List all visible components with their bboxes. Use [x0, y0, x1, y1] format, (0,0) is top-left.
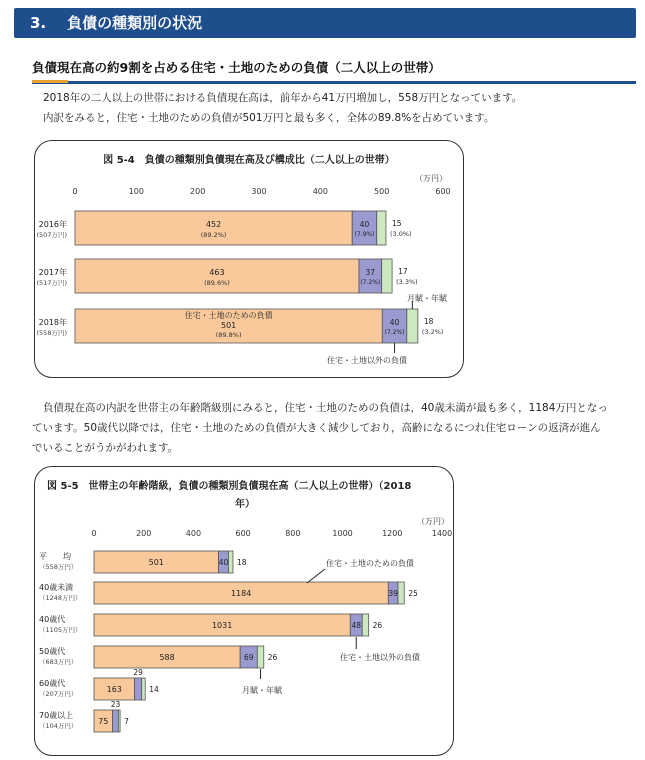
category-label: 60歳代 [39, 679, 66, 688]
annotation-label: 月賦・年賦 [242, 686, 282, 695]
figure-5-4-panel [34, 140, 464, 378]
paragraph-2-line: でいることがうかがわれます。 [32, 442, 179, 454]
paragraph-1-line: 2018年の二人以上の世帯における負債現在高は，前年から41万円増加し，558万円となっています。 [43, 92, 523, 104]
paragraph-2-line: 負債現在高の内訳を世帯主の年齢階級別にみると，住宅・土地のための負債は，40歳未満が最も多く，1184万円となっ [43, 402, 608, 414]
category-label: 平 均 [39, 552, 71, 561]
percent-label: (7.9%) [354, 231, 375, 238]
x-tick-label: 400 [185, 529, 202, 538]
bar-segment [142, 678, 145, 700]
data-label: 40 [359, 220, 370, 229]
percent-label: (3.2%) [421, 328, 444, 336]
data-label: 7 [124, 717, 129, 726]
data-label: 452 [205, 220, 222, 229]
data-label: 15 [391, 219, 402, 228]
paragraph-2 [32, 398, 638, 458]
percent-label: (3.0%) [389, 230, 412, 238]
percent-label: (3.3%) [396, 278, 418, 286]
data-label: 588 [159, 653, 175, 662]
x-tick-label: 300 [251, 187, 267, 196]
category-label: 40歳未満 [39, 583, 74, 592]
category-sub-label: （558万円） [39, 563, 78, 571]
section-title: 負債の種類別の状況 [67, 14, 203, 32]
unit-label: （万円） [417, 517, 449, 526]
x-tick-label: 1200 [382, 529, 403, 538]
data-label: 48 [351, 621, 362, 630]
figure-5-5-chart [35, 467, 453, 755]
subheading: 負債現在高の約9割を占める住宅・土地のための負債（二人以上の世帯） [32, 58, 636, 84]
chart-title: 図 5-4 負債の種類別負債現在高及び構成比（二人以上の世帯） [103, 155, 395, 166]
x-tick-label: 0 [91, 529, 97, 538]
bar-segment [362, 614, 368, 636]
data-label: 26 [372, 621, 383, 630]
paragraph-2-line: ています。50歳代以降では，住宅・土地のための負債が大きく減少しており，高齢になるにつれ住宅ローンの返済が進ん [32, 422, 601, 434]
percent-label: (89.2%) [200, 231, 227, 239]
category-label: 2018年 [38, 318, 67, 327]
category-label: 2017年 [38, 268, 67, 277]
data-label: 40 [218, 558, 229, 567]
x-tick-label: 200 [136, 529, 152, 538]
bar-segment [407, 309, 418, 343]
category-sub-label: （207万円） [39, 690, 78, 698]
data-label: 14 [149, 685, 159, 694]
chart-title-line: 図 5-5 世帯主の年齢階級，負債の種類別負債現在高（二人以上の世帯）（2018 [47, 481, 412, 492]
chart-title-line: 年） [235, 499, 255, 510]
bar-segment [113, 710, 119, 732]
category-label: 2016年 [38, 220, 67, 229]
bar-segment [377, 211, 386, 245]
subheading-accent-line [32, 80, 68, 83]
data-label: 18 [236, 558, 247, 567]
annotation-arrow [307, 569, 325, 583]
percent-label: (7.2%) [360, 279, 381, 286]
section-title-bar [14, 8, 636, 38]
bar-segment [257, 646, 263, 668]
x-tick-label: 600 [435, 187, 451, 196]
x-tick-label: 500 [374, 187, 390, 196]
unit-label: （万円） [415, 174, 447, 183]
x-tick-label: 100 [128, 187, 144, 196]
percent-label: (89.8%) [215, 331, 242, 339]
bar-segment [382, 259, 392, 293]
data-label: 23 [110, 700, 121, 709]
category-sub-label: (507万円) [36, 231, 67, 239]
x-tick-label: 0 [72, 187, 78, 196]
data-label: 25 [408, 589, 418, 598]
annotation-label: 住宅・土地のための負債 [326, 559, 414, 568]
annotation-label: 住宅・土地以外の負債 [327, 356, 407, 365]
data-label: 163 [106, 685, 122, 694]
x-tick-label: 200 [190, 187, 206, 196]
data-label: 1031 [211, 621, 233, 630]
data-label: 463 [209, 268, 225, 277]
bar-segment [398, 582, 404, 604]
paragraph-1-line: 内訳をみると，住宅・土地のための負債が501万円と最も多く，全体の89.8%を占めています。 [43, 112, 495, 124]
percent-label: (7.2%) [384, 329, 405, 336]
percent-label: (89.6%) [204, 279, 230, 287]
data-label: 37 [365, 268, 376, 277]
data-label: 75 [98, 717, 109, 726]
category-label: 70歳以上 [39, 711, 74, 720]
paragraph-1 [32, 88, 638, 128]
category-label: 40歳代 [39, 615, 66, 624]
category-sub-label: (517万円) [36, 279, 67, 287]
data-label: 1184 [230, 589, 252, 598]
category-sub-label: （1105万円） [39, 626, 82, 634]
data-label: 29 [133, 668, 143, 677]
category-sub-label: （683万円） [39, 658, 78, 666]
data-label: 18 [423, 317, 434, 326]
data-label: 39 [388, 589, 398, 598]
figure-5-5-panel [34, 466, 454, 756]
x-tick-label: 800 [285, 529, 301, 538]
bar-segment [228, 551, 232, 573]
data-label: 501 [148, 558, 164, 567]
category-label: 50歳代 [39, 647, 66, 656]
annotation-label: 住宅・土地のための負債 [184, 311, 273, 320]
category-sub-label: （1248万円） [39, 594, 82, 602]
annotation-label: 月賦・年賦 [407, 294, 447, 303]
bar-segment [118, 710, 120, 732]
section-number: 3. [30, 14, 47, 32]
data-label: 501 [220, 321, 237, 330]
x-tick-label: 1400 [431, 529, 453, 538]
category-sub-label: (558万円) [36, 329, 67, 337]
x-tick-label: 400 [312, 187, 328, 196]
category-sub-label: （104万円） [39, 722, 78, 730]
data-label: 69 [243, 653, 254, 662]
data-label: 17 [398, 267, 408, 276]
data-label: 40 [389, 318, 400, 327]
data-label: 26 [267, 653, 278, 662]
x-tick-label: 1000 [332, 529, 353, 538]
bar-segment [135, 678, 142, 700]
figure-5-4-chart [35, 141, 463, 377]
annotation-label: 住宅・土地以外の負債 [340, 653, 420, 662]
x-tick-label: 600 [235, 529, 251, 538]
